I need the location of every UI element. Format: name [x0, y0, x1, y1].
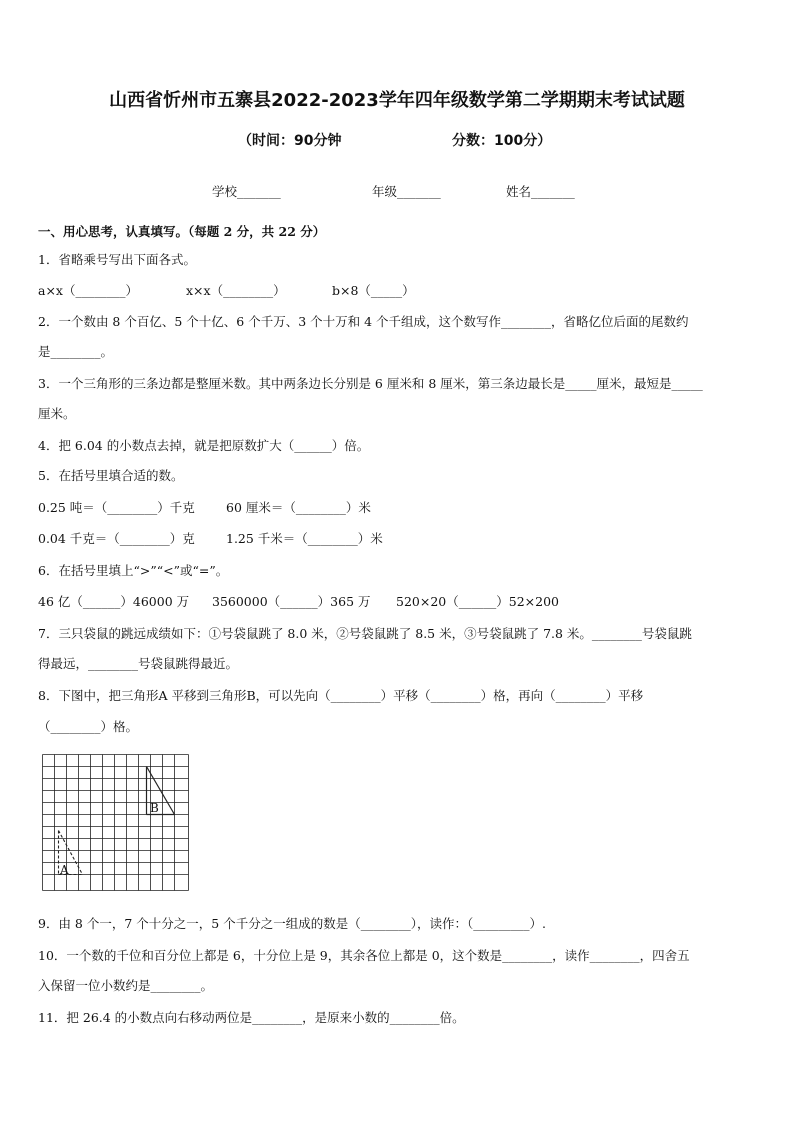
question-8-line-1: 8．下图中，把三角形A 平移到三角形B，可以先向（________）平移（________）格，再向（________）平移 [38, 688, 644, 703]
page-title: 山西省忻州市五寨县2022-2023学年四年级数学第二学期期末考试试题 [109, 90, 685, 111]
exam-time: （时间：90分钟 [238, 133, 342, 149]
q5-item-c: 0.04 千克＝（________）克 [38, 531, 195, 546]
question-7-line-2: 得最远，________号袋鼠跳得最近。 [38, 656, 239, 671]
q6-item-c: 520×20（______）52×200 [396, 594, 559, 609]
question-4: 4．把 6.04 的小数点去掉，就是把原数扩大（______）倍。 [38, 438, 370, 453]
question-1: 1．省略乘号写出下面各式。 [38, 252, 196, 267]
q1-item-c: b×8（_____） [332, 283, 415, 298]
question-2-line-2: 是________。 [38, 344, 114, 359]
section-heading: 一、用心思考，认真填写。（每题 2 分，共 22 分） [38, 224, 326, 239]
question-1-items [38, 281, 758, 301]
question-8-line-2: （________）格。 [38, 719, 139, 734]
question-6: 6．在括号里填上“>”“<”或“=”。 [38, 563, 229, 578]
exam-score: 分数：100分） [452, 133, 552, 149]
school-field[interactable]: 学校_______ [212, 184, 281, 199]
question-11: 11．把 26.4 的小数点向右移动两位是________，是原来小数的________倍。 [38, 1010, 465, 1025]
triangle-a-label: A [60, 863, 69, 877]
grade-field[interactable]: 年级_______ [372, 184, 441, 199]
q1-item-b: x×x（________） [186, 283, 286, 298]
question-5-row-1 [38, 498, 758, 518]
question-3-line-2: 厘米。 [38, 406, 76, 421]
q5-item-d: 1.25 千米＝（________）米 [226, 531, 383, 546]
question-10-line-2: 入保留一位小数约是________。 [38, 978, 214, 993]
question-2-line-1: 2．一个数由 8 个百亿、5 个十亿、6 个千万、3 个十万和 4 个千组成，这个数写作________，省略亿位后面的尾数约 [38, 314, 689, 329]
q6-item-b: 3560000（______）365 万 [212, 594, 371, 609]
q6-item-a: 46 亿（______）46000 万 [38, 594, 190, 609]
question-10-line-1: 10．一个数的千位和百分位上都是 6，十分位上是 9，其余各位上都是 0，这个数是________，读作________，四舍五 [38, 948, 690, 963]
q1-item-a: a×x（________） [38, 283, 138, 298]
q5-item-a: 0.25 吨＝（________）千克 [38, 500, 195, 515]
question-5: 5．在括号里填合适的数。 [38, 468, 184, 483]
triangle-b-label: B [150, 801, 159, 815]
question-7-line-1: 7．三只袋鼠的跳远成绩如下：①号袋鼠跳了 8.0 米，②号袋鼠跳了 8.5 米，③号袋鼠跳了 7.8 米。________号袋鼠跳 [38, 626, 692, 641]
translation-grid-figure [42, 754, 192, 894]
name-field[interactable]: 姓名_______ [506, 184, 575, 199]
q5-item-b: 60 厘米＝（________）米 [226, 500, 371, 515]
question-6-row [38, 592, 758, 612]
question-3-line-1: 3．一个三角形的三条边都是整厘米数。其中两条边长分别是 6 厘米和 8 厘米，第三条边最长是_____厘米，最短是_____ [38, 376, 703, 391]
question-9: 9．由 8 个一，7 个十分之一，5 个千分之一组成的数是（________），读作：（_________）. [38, 916, 546, 931]
question-5-row-2 [38, 529, 758, 549]
